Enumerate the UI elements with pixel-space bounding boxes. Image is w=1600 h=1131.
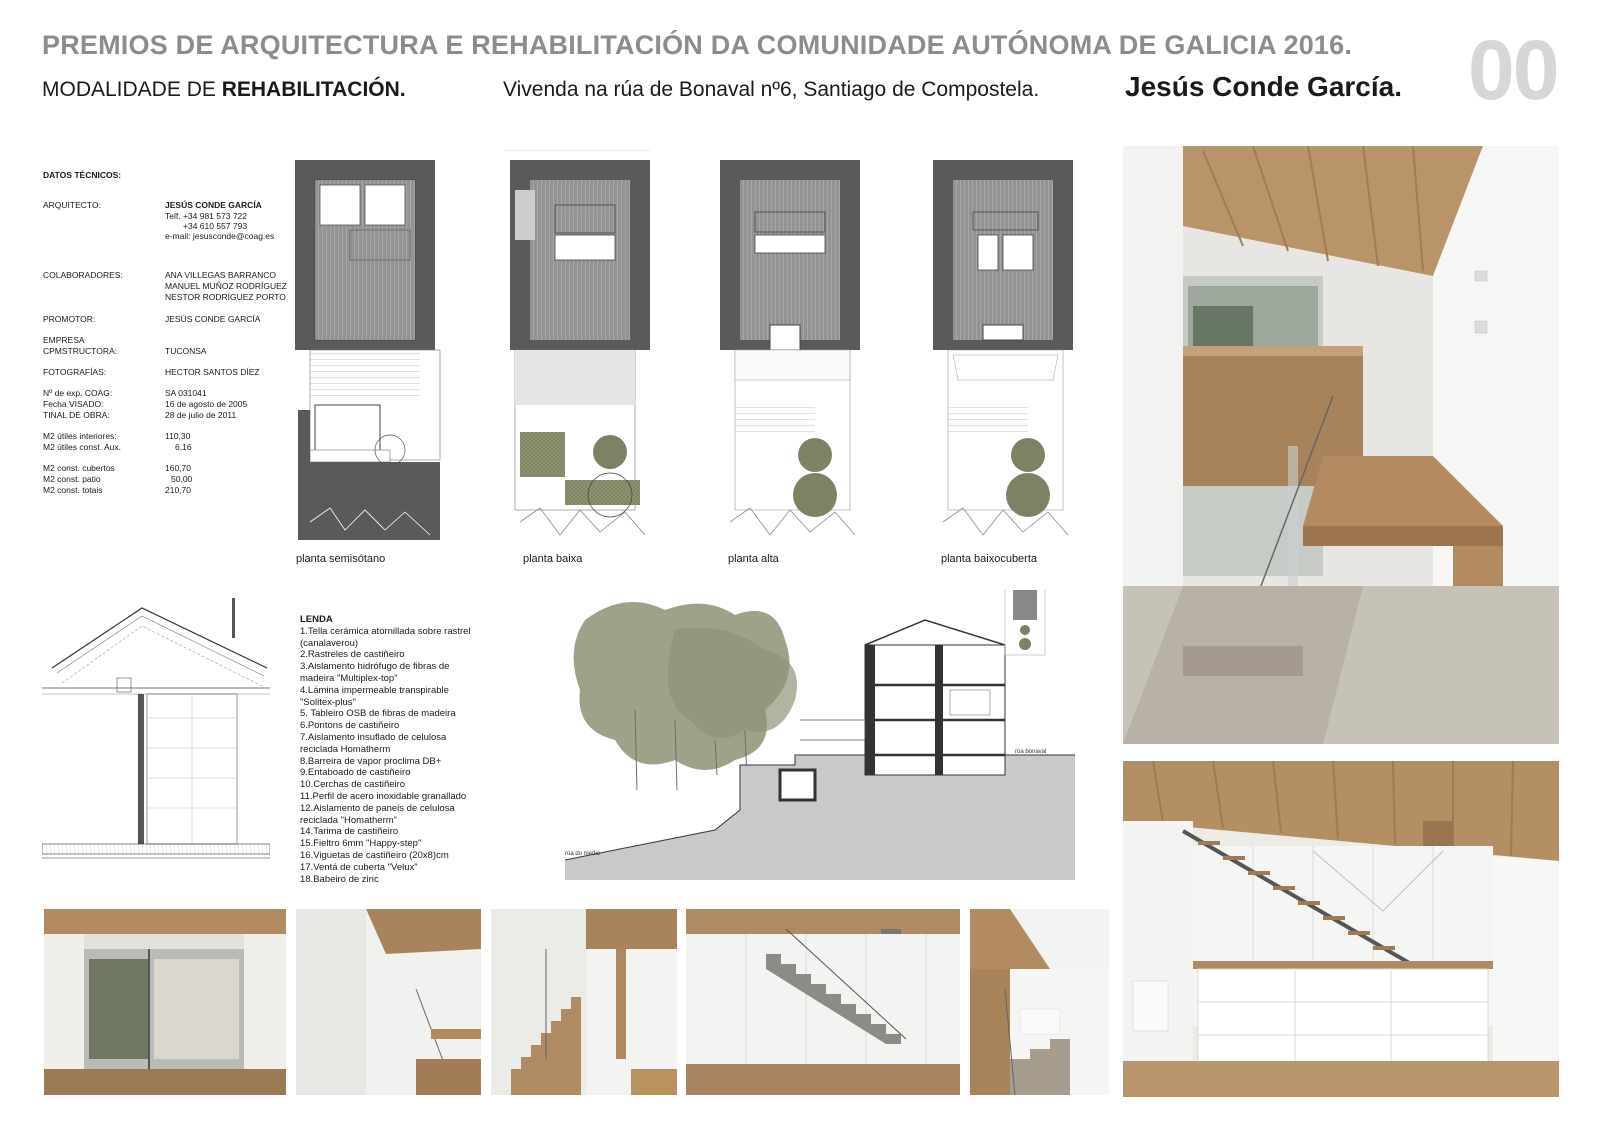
legend-item: 14.Tarima de castiñeiro bbox=[300, 826, 399, 838]
coag-label: Nº de exp. COAG: bbox=[43, 388, 113, 398]
m2-patio-label: M2 const. patio bbox=[43, 474, 101, 484]
architect-label: ARQUITECTO: bbox=[43, 200, 101, 210]
architect-name: JESÚS CONDE GARCÍA bbox=[165, 200, 262, 210]
photography-label: FOTOGRAFÍAS: bbox=[43, 367, 107, 377]
legend-item: (canalaverou) bbox=[300, 637, 359, 649]
legend-item: 18.Babeiro de zinc bbox=[300, 873, 379, 885]
legend-item: 5. Tableiro OSB de fibras de madeira bbox=[300, 708, 456, 720]
m2-total-value: 210,70 bbox=[165, 485, 191, 495]
architect-email: e-mail: jesusconde@coag.es bbox=[165, 231, 275, 241]
legend-item: 1.Tella cerámica atornillada sobre rastrel bbox=[300, 625, 471, 637]
section-building bbox=[780, 620, 1005, 800]
section-street-bottom: rúa do medio bbox=[565, 851, 601, 857]
legend-item: 11.Perfil de acero inoxidable granallado bbox=[300, 790, 467, 802]
plan-label-semisotano: planta semisótano bbox=[296, 553, 386, 565]
collab-label: COLABORADORES: bbox=[43, 270, 123, 280]
architect-phone-1: Telf. +34 981 573 722 bbox=[165, 211, 247, 221]
legend-item: 10.Cerchas de castiñeiro bbox=[300, 779, 406, 791]
plan-label-baixocuberta: planta baixocuberta bbox=[941, 553, 1038, 565]
photo-attic-stair bbox=[970, 909, 1109, 1095]
technical-data bbox=[43, 170, 293, 510]
photo-stair-corner bbox=[296, 909, 481, 1095]
plan-baixa bbox=[505, 150, 650, 535]
architect-phone-2: +34 610 557 793 bbox=[183, 221, 248, 231]
company-label-2: CPMSTRUCTORA: bbox=[43, 346, 117, 356]
m2-interior-value: 110,30 bbox=[165, 431, 191, 441]
legend-item: 9.Entaboado de castiñeiro bbox=[300, 767, 411, 779]
promoter-value: JESÚS CONDE GARCÍA bbox=[165, 314, 261, 324]
legend bbox=[300, 614, 500, 885]
m2-interior-label: M2 útiles interiores: bbox=[43, 431, 117, 441]
collaborator-2: MANUEL MUÑOZ RODRÍGUEZ bbox=[165, 281, 287, 291]
photo-patio-view bbox=[44, 909, 286, 1095]
visado-label: Fecha VISADO: bbox=[43, 399, 104, 409]
construction-detail bbox=[42, 598, 270, 878]
floor-plans bbox=[290, 150, 1100, 550]
photo-concrete-stair bbox=[686, 909, 960, 1095]
photo-interior-kitchen-stair bbox=[1123, 761, 1559, 1097]
modality-prefix: MODALIDADE DE bbox=[42, 78, 222, 101]
plan-semisotano bbox=[295, 160, 440, 540]
plan-label-alta: planta alta bbox=[728, 553, 779, 565]
legend-item: reciclada Homatherm bbox=[300, 743, 391, 755]
legend-item: madeira "Multiplex-top" bbox=[300, 672, 398, 684]
coag-value: SA 031041 bbox=[165, 388, 207, 398]
plan-label-baixa: planta baixa bbox=[523, 553, 583, 565]
legend-heading: LENDA bbox=[300, 614, 333, 625]
photo-wood-stair bbox=[491, 909, 677, 1095]
page-title: PREMIOS DE ARQUITECTURA E REHABILITACIÓN DA COMUNIDADE AUTÓNOMA DE GALICIA 2016. bbox=[42, 30, 1353, 60]
company-value: TUCONSA bbox=[165, 346, 207, 356]
legend-item: 8.Barreira de vapor proclima DB+ bbox=[300, 755, 442, 767]
legend-item: 7.Aislamento insuflado de celulosa bbox=[300, 731, 447, 743]
plan-alta bbox=[720, 160, 860, 535]
m2-patio-value: 50,00 bbox=[171, 474, 193, 484]
page-number: 00 bbox=[1468, 23, 1558, 117]
legend-item: 15.Fieltro 6mm "Happy-step" bbox=[300, 838, 422, 850]
legend-item: 3.Aislamento hidrófugo de fibras de bbox=[300, 661, 450, 673]
legend-item: reciclada "Homatherm" bbox=[300, 814, 398, 826]
promoter-label: PROMOTOR: bbox=[43, 314, 96, 324]
author-name: Jesús Conde García. bbox=[1125, 71, 1403, 102]
legend-item: 17.Ventá de cuberta "Velux" bbox=[300, 861, 418, 873]
tree-silhouettes bbox=[574, 602, 797, 790]
m2-aux-label: M2 útiles const. Aux. bbox=[43, 442, 121, 452]
m2-aux-value: 6,16 bbox=[175, 442, 192, 452]
photographer-value: HECTOR SANTOS DÍEZ bbox=[165, 367, 260, 377]
building-section bbox=[565, 590, 1075, 880]
project-name: Vivenda na rúa de Bonaval nº6, Santiago de Compostela. bbox=[503, 78, 1040, 101]
m2-covered-label: M2 const. cubertos bbox=[43, 463, 115, 473]
section-street-top: rúa bonaval bbox=[1015, 749, 1047, 755]
visado-value: 16 de agosto de 2005 bbox=[165, 399, 248, 409]
legend-item: 12.Aislamento de paneis de celulosa bbox=[300, 802, 455, 814]
collaborator-1: ANA VILLEGAS BARRANCO bbox=[165, 270, 277, 280]
legend-item: 6.Pontons de castiñeiro bbox=[300, 720, 400, 732]
final-value: 28 de julio de 2011 bbox=[165, 410, 237, 420]
legend-item: 2.Rastreles de castiñeiro bbox=[300, 649, 405, 661]
company-label-1: EMPRESA bbox=[43, 335, 85, 345]
final-label: TINAL DE OBRA: bbox=[43, 410, 110, 420]
m2-covered-value: 160,70 bbox=[165, 463, 191, 473]
legend-item: "Solitex-plus" bbox=[300, 696, 356, 708]
photo-interior-stair-landing bbox=[1123, 146, 1559, 744]
modality-line bbox=[42, 78, 406, 102]
legend-item: 16.Viguetas de castiñeiro (20x8)cm bbox=[300, 849, 449, 861]
modality-name: REHABILITACIÓN. bbox=[221, 78, 406, 101]
tech-heading: DATOS TÉCNICOS: bbox=[43, 170, 122, 180]
plan-baixocuberta bbox=[933, 160, 1073, 535]
m2-total-label: M2 const. totais bbox=[43, 485, 103, 495]
legend-item: 4.Lámina impermeable transpirable bbox=[300, 684, 449, 696]
collaborator-3: NESTOR RODRÍGUEZ PORTO bbox=[165, 292, 286, 302]
